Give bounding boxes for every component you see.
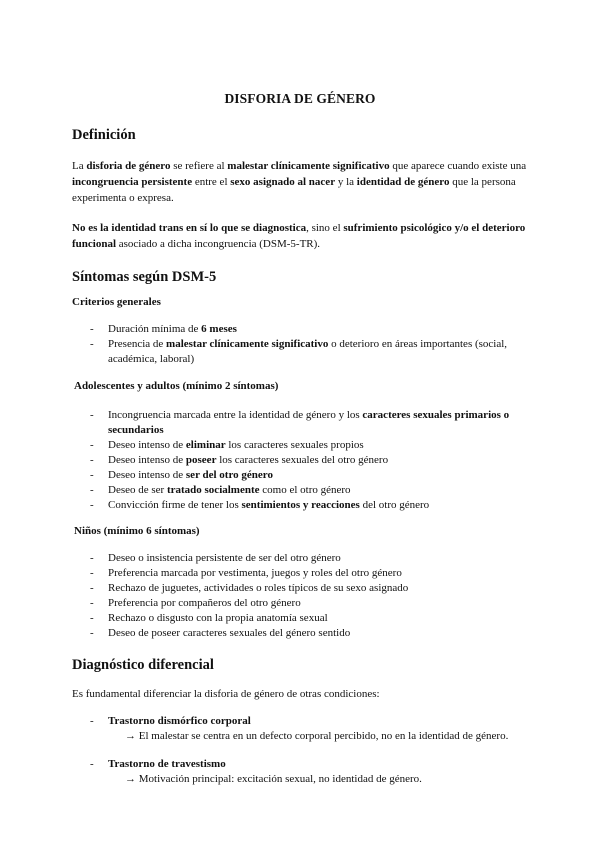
diferencial-item — [72, 714, 528, 744]
definicion-paragraph-1 — [72, 158, 528, 206]
list-dash: - — [90, 484, 94, 496]
bold-text: No es la identidad trans en sí lo que se diagnostica — [72, 222, 307, 234]
text-run: La — [72, 160, 87, 172]
text-run: Preferencia marcada por vestimenta, juegos y roles del otro género — [108, 567, 402, 579]
subheading-adolescentes-adultos: Adolescentes y adultos (mínimo 2 síntomas) — [74, 380, 279, 392]
text-run: Presencia de — [108, 338, 167, 350]
diferencial-item-name: Trastorno dismórfico corporal — [108, 715, 251, 727]
list-item — [72, 483, 528, 498]
section-heading-diagnostico-diferencial: Diagnóstico diferencial — [72, 657, 214, 673]
list-item — [72, 566, 528, 581]
text-run: se refiere al — [170, 160, 228, 172]
text-run: como el otro género — [259, 484, 351, 496]
list-dash: - — [90, 715, 94, 727]
bold-text: sexo asignado al nacer — [230, 176, 336, 188]
criterios-list — [72, 322, 528, 367]
list-dash: - — [90, 499, 94, 511]
bold-text: tratado socialmente — [166, 484, 260, 496]
list-dash: - — [90, 454, 94, 466]
diferencial-intro: Es fundamental diferenciar la disforia de género de otras condiciones: — [72, 688, 380, 700]
list-item — [72, 626, 528, 641]
list-dash: - — [90, 552, 94, 564]
text-run: del otro género — [359, 499, 430, 511]
list-dash: - — [90, 582, 94, 594]
list-dash: - — [90, 567, 94, 579]
bold-text: sentimientos y reacciones — [241, 499, 360, 511]
diferencial-item — [72, 757, 528, 787]
list-dash: - — [90, 758, 94, 770]
list-dash: - — [90, 323, 94, 335]
bold-text: 6 meses — [201, 323, 237, 335]
list-item — [72, 453, 528, 468]
text-run: Deseo intenso de — [108, 439, 186, 451]
text-run: Deseo o insistencia persistente de ser del otro género — [108, 552, 341, 564]
text-run: asociado a dicha incongruencia (DSM-5-TR). — [116, 238, 321, 250]
bold-text: ser del otro género — [185, 469, 273, 481]
text-run: entre el — [192, 176, 231, 188]
list-dash: - — [90, 612, 94, 624]
list-item — [72, 438, 528, 453]
ninos-list — [72, 551, 528, 641]
text-run: Duración mínima de — [108, 323, 202, 335]
document-title: DISFORIA DE GÉNERO — [224, 91, 376, 106]
list-dash: - — [90, 409, 94, 421]
text-run: Rechazo o disgusto con la propia anatomía sexual — [108, 612, 328, 624]
diferencial-item-note: → El malestar se centra en un defecto corporal percibido, no en la identidad de género. — [125, 730, 509, 742]
text-run: o deterioro en áreas importantes (social, académica, laboral) — [108, 338, 508, 365]
list-dash: - — [90, 338, 94, 350]
bold-text: disforia de género — [86, 160, 171, 172]
list-item — [72, 337, 528, 367]
text-run: Deseo de poseer caracteres sexuales del género sentido — [108, 627, 351, 639]
text-run: , sino el — [306, 222, 344, 234]
text-run: que aparece cuando existe una — [389, 160, 527, 172]
text-run: y la — [335, 176, 357, 188]
bold-text: malestar clínicamente significativo — [227, 160, 390, 172]
list-item — [72, 611, 528, 626]
diferencial-item-note: → Motivación principal: excitación sexual, no identidad de género. — [125, 773, 422, 785]
list-item — [72, 408, 528, 438]
section-heading-sintomas: Síntomas según DSM-5 — [72, 269, 217, 285]
bold-text: sufrimiento psicológico y/o el deterioro funcional — [72, 222, 526, 250]
list-item — [72, 498, 528, 513]
list-dash: - — [90, 439, 94, 451]
text-run: Rechazo de juguetes, actividades o roles típicos de su sexo asignado — [108, 582, 409, 594]
bold-text: malestar clínicamente significativo — [166, 338, 329, 350]
text-run: Deseo intenso de — [108, 469, 186, 481]
bold-text: identidad de género — [356, 176, 450, 188]
list-item — [72, 468, 528, 483]
text-run: Deseo intenso de — [108, 454, 186, 466]
bold-text: incongruencia persistente — [72, 176, 193, 188]
list-item — [72, 322, 528, 337]
list-item — [72, 581, 528, 596]
list-dash: - — [90, 597, 94, 609]
bold-text: caracteres sexuales primarios o secundarios — [108, 409, 510, 436]
text-run: Convicción firme de tener los — [108, 499, 242, 511]
list-item — [72, 596, 528, 611]
text-run: los caracteres sexuales del otro género — [216, 454, 389, 466]
bold-text: poseer — [185, 454, 217, 466]
bold-text: eliminar — [185, 439, 226, 451]
text-run: que la persona experimenta o expresa. — [72, 176, 516, 204]
diferencial-item-name: Trastorno de travestismo — [108, 758, 226, 770]
definicion-paragraph-2 — [72, 220, 528, 252]
subheading-criterios-generales: Criterios generales — [72, 296, 161, 308]
adultos-list — [72, 408, 528, 513]
section-heading-definicion: Definición — [72, 127, 136, 143]
subheading-ninos: Niños (mínimo 6 síntomas) — [74, 525, 200, 537]
list-dash: - — [90, 469, 94, 481]
text-run: Incongruencia marcada entre la identidad de género y los — [108, 409, 363, 421]
text-run: Preferencia por compañeros del otro género — [108, 597, 301, 609]
text-run: Deseo de ser — [108, 484, 167, 496]
list-dash: - — [90, 627, 94, 639]
diferencial-list — [72, 714, 528, 787]
list-item — [72, 551, 528, 566]
text-run: los caracteres sexuales propios — [225, 439, 364, 451]
